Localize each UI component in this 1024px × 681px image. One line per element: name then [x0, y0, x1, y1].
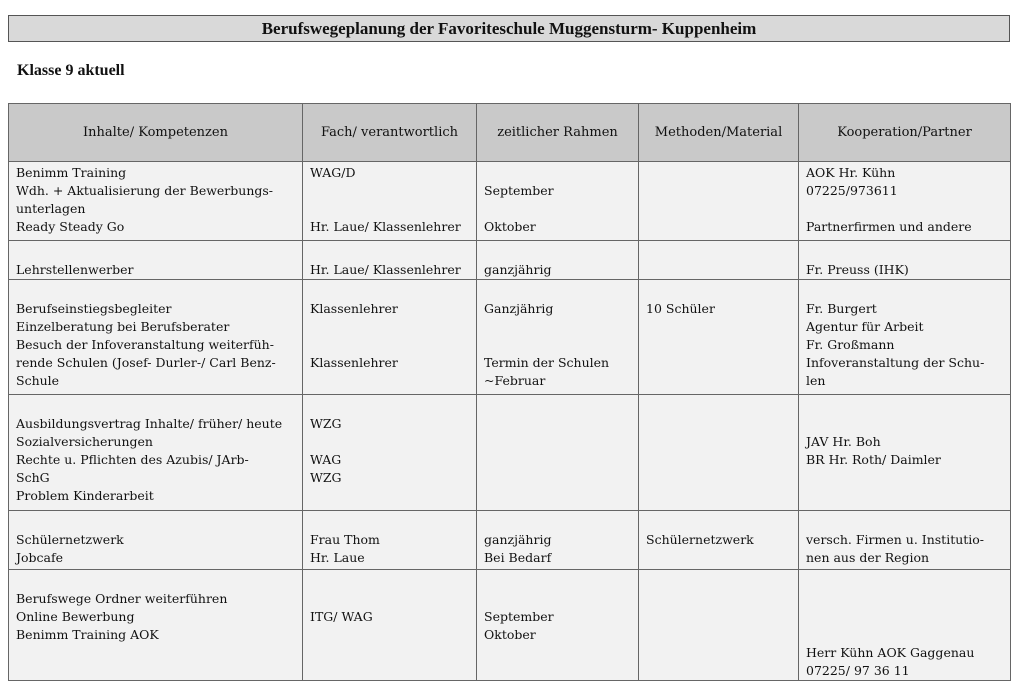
cell-line: Berufseinstiegsbegleiter — [16, 301, 172, 316]
cell-line — [310, 513, 471, 531]
table-row — [9, 241, 1011, 280]
cell-line — [484, 590, 633, 608]
cell-line — [16, 572, 297, 590]
cell-line: Benimm Training — [16, 165, 127, 180]
cell-methoden — [639, 570, 799, 681]
cell-line — [310, 182, 471, 200]
cell-line — [16, 513, 297, 531]
cell-fach — [303, 162, 477, 241]
cell-line: Berufswege Ordner weiterführen — [16, 591, 228, 606]
cell-line: Hr. Laue/ Klassenlehrer — [310, 262, 461, 277]
cell-zeitrahmen — [477, 241, 639, 280]
cell-inhalte — [9, 162, 303, 241]
cell-line — [484, 318, 633, 336]
table-row — [9, 280, 1011, 395]
cell-line: Oktober — [484, 219, 536, 234]
cell-line: ganzjährig — [484, 532, 552, 547]
cell-line: ~Februar — [484, 373, 546, 388]
cell-line: Ready Steady Go — [16, 219, 125, 234]
cell-line: Bei Bedarf — [484, 550, 552, 565]
cell-line — [806, 626, 1005, 644]
cell-line — [310, 336, 471, 354]
cell-line: len — [806, 373, 826, 388]
cell-line — [310, 318, 471, 336]
cell-line: JAV Hr. Boh — [806, 434, 881, 449]
cell-kooperation — [799, 395, 1011, 511]
header-kooperation: Kooperation/Partner — [799, 104, 1011, 162]
cell-line — [484, 282, 633, 300]
cell-inhalte — [9, 511, 303, 570]
cell-zeitrahmen — [477, 162, 639, 241]
table-header-row — [9, 104, 1011, 162]
cell-line: WZG — [310, 416, 342, 431]
cell-inhalte — [9, 280, 303, 395]
cell-line: Partnerfirmen und andere — [806, 219, 972, 234]
cell-line: Schülernetzwerk — [646, 532, 754, 547]
cell-line: Lehrstellenwerber — [16, 262, 134, 277]
cell-zeitrahmen — [477, 280, 639, 395]
cell-line: Online Bewerbung — [16, 609, 135, 624]
cell-fach — [303, 395, 477, 511]
cell-line: ITG/ WAG — [310, 609, 373, 624]
cell-line: Rechte u. Pflichten des Azubis/ JArb- — [16, 452, 249, 467]
cell-methoden — [639, 511, 799, 570]
cell-line — [806, 243, 1005, 261]
header-fach: Fach/ verantwortlich — [303, 104, 477, 162]
cell-fach — [303, 570, 477, 681]
cell-line — [310, 572, 471, 590]
cell-line: Fr. Burgert — [806, 301, 877, 316]
cell-line: Herr Kühn AOK Gaggenau — [806, 645, 975, 660]
cell-line: Problem Kinderarbeit — [16, 488, 154, 503]
cell-line: September — [484, 609, 554, 624]
cell-inhalte — [9, 241, 303, 280]
cell-line: Agentur für Arbeit — [806, 319, 924, 334]
cell-line — [16, 397, 297, 415]
cell-line — [806, 415, 1005, 433]
cell-line — [484, 243, 633, 261]
cell-line: Infoveranstaltung der Schu- — [806, 355, 985, 370]
cell-kooperation — [799, 570, 1011, 681]
cell-kooperation — [799, 241, 1011, 280]
cell-line: Wdh. + Aktualisierung der Bewerbungs- — [16, 183, 274, 198]
cell-zeitrahmen — [477, 511, 639, 570]
cell-line — [484, 572, 633, 590]
document-title: Berufswegeplanung der Favoriteschule Muggensturm- Kuppenheim — [261, 18, 757, 38]
cell-line: Besuch der Infoveranstaltung weiterfüh- — [16, 337, 274, 352]
header-inhalte: Inhalte/ Kompetenzen — [9, 104, 303, 162]
cell-methoden — [639, 241, 799, 280]
cell-fach — [303, 511, 477, 570]
cell-line: Oktober — [484, 627, 536, 642]
cell-line: Sozialversicherungen — [16, 434, 153, 449]
cell-methoden — [639, 162, 799, 241]
cell-line: 10 Schüler — [646, 301, 715, 316]
cell-kooperation — [799, 280, 1011, 395]
cell-line: Fr. Preuss (IHK) — [806, 262, 909, 277]
cell-line: 07225/ 97 36 11 — [806, 663, 910, 678]
cell-line: Jobcafe — [16, 550, 64, 565]
cell-line — [806, 513, 1005, 531]
cell-line — [310, 590, 471, 608]
cell-line — [16, 282, 297, 300]
cell-line: Ganzjährig — [484, 301, 554, 316]
cell-line: SchG — [16, 470, 50, 485]
cell-line — [806, 608, 1005, 626]
cell-line — [16, 243, 297, 261]
career-plan-table — [8, 103, 1011, 681]
cell-methoden — [639, 280, 799, 395]
cell-fach — [303, 241, 477, 280]
cell-line — [484, 200, 633, 218]
cell-fach — [303, 280, 477, 395]
cell-line — [484, 164, 633, 182]
table-body — [9, 162, 1011, 681]
cell-line: BR Hr. Roth/ Daimler — [806, 452, 941, 467]
cell-line: Ausbildungsvertrag Inhalte/ früher/ heute — [16, 416, 283, 431]
cell-line — [806, 282, 1005, 300]
document-title-bar — [8, 15, 1010, 42]
cell-line — [646, 513, 793, 531]
header-zeitrahmen: zeitlicher Rahmen — [477, 104, 639, 162]
cell-line: Hr. Laue — [310, 550, 365, 565]
cell-line: Schülernetzwerk — [16, 532, 124, 547]
cell-zeitrahmen — [477, 570, 639, 681]
cell-line — [806, 397, 1005, 415]
cell-inhalte — [9, 395, 303, 511]
cell-line: Klassenlehrer — [310, 355, 398, 370]
cell-line: Schule — [16, 373, 60, 388]
cell-line: Benimm Training AOK — [16, 627, 159, 642]
table-row — [9, 511, 1011, 570]
cell-inhalte — [9, 570, 303, 681]
cell-line — [484, 336, 633, 354]
cell-methoden — [639, 395, 799, 511]
cell-line: Klassenlehrer — [310, 301, 398, 316]
cell-line — [310, 397, 471, 415]
header-methoden: Methoden/Material — [639, 104, 799, 162]
cell-line — [310, 282, 471, 300]
cell-line: rende Schulen (Josef- Durler-/ Carl Benz- — [16, 355, 276, 370]
cell-line — [646, 282, 793, 300]
table-row — [9, 162, 1011, 241]
table-row — [9, 395, 1011, 511]
cell-line — [806, 572, 1005, 590]
cell-line: versch. Firmen u. Institutio- — [806, 532, 985, 547]
cell-line: September — [484, 183, 554, 198]
cell-line: Einzelberatung bei Berufsberater — [16, 319, 230, 334]
cell-line: Termin der Schulen — [484, 355, 610, 370]
cell-line — [806, 590, 1005, 608]
table-row — [9, 570, 1011, 681]
cell-line: unterlagen — [16, 201, 86, 216]
cell-kooperation — [799, 162, 1011, 241]
cell-line: nen aus der Region — [806, 550, 930, 565]
cell-line: WZG — [310, 470, 342, 485]
cell-line: WAG/D — [310, 165, 356, 180]
cell-line: WAG — [310, 452, 342, 467]
cell-line — [484, 513, 633, 531]
cell-line: Fr. Großmann — [806, 337, 895, 352]
cell-line: Frau Thom — [310, 532, 380, 547]
cell-line: ganzjährig — [484, 262, 552, 277]
document-subtitle: Klasse 9 aktuell — [17, 62, 125, 79]
cell-line — [310, 433, 471, 451]
cell-line: AOK Hr. Kühn — [806, 165, 896, 180]
cell-line: Hr. Laue/ Klassenlehrer — [310, 219, 461, 234]
cell-line — [310, 243, 471, 261]
cell-line: 07225/973611 — [806, 183, 898, 198]
cell-line — [310, 200, 471, 218]
cell-line — [806, 200, 1005, 218]
cell-zeitrahmen — [477, 395, 639, 511]
cell-kooperation — [799, 511, 1011, 570]
